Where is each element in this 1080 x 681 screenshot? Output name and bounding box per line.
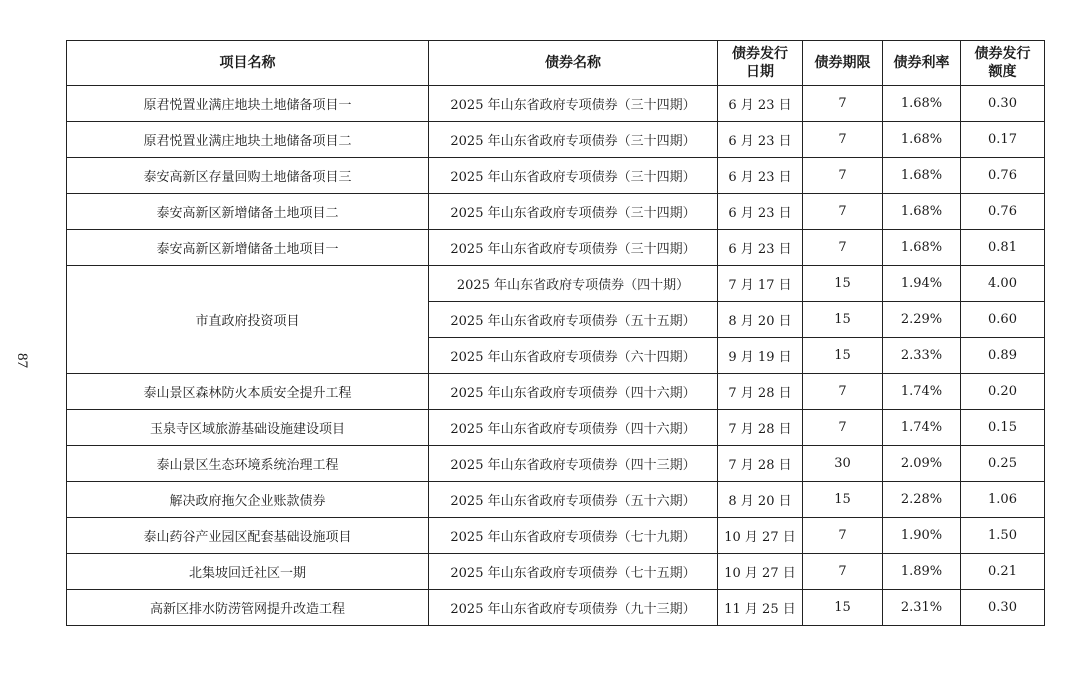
header-bond-name: 债券名称 bbox=[429, 41, 718, 86]
cell-date: 7 月 28 日 bbox=[718, 410, 803, 446]
cell-date: 7 月 28 日 bbox=[718, 446, 803, 482]
table-row bbox=[67, 122, 1045, 158]
cell-project: 泰山景区森林防火本质安全提升工程 bbox=[67, 374, 429, 410]
cell-date: 6 月 23 日 bbox=[718, 194, 803, 230]
table-row bbox=[67, 266, 1045, 302]
cell-rate: 1.74% bbox=[883, 410, 961, 446]
header-term: 债券期限 bbox=[803, 41, 883, 86]
cell-amount: 1.06 bbox=[961, 482, 1045, 518]
cell-date: 6 月 23 日 bbox=[718, 158, 803, 194]
cell-amount: 0.17 bbox=[961, 122, 1045, 158]
table-row bbox=[67, 554, 1045, 590]
cell-rate: 2.33% bbox=[883, 338, 961, 374]
cell-term: 15 bbox=[803, 338, 883, 374]
cell-amount: 4.00 bbox=[961, 266, 1045, 302]
cell-amount: 0.30 bbox=[961, 86, 1045, 122]
table-row bbox=[67, 518, 1045, 554]
table-row bbox=[67, 410, 1045, 446]
cell-bond: 2025 年山东省政府专项债券（四十六期） bbox=[429, 410, 718, 446]
cell-bond: 2025 年山东省政府专项债券（五十六期） bbox=[429, 482, 718, 518]
cell-bond: 2025 年山东省政府专项债券（五十五期） bbox=[429, 302, 718, 338]
header-rate: 债券利率 bbox=[883, 41, 961, 86]
cell-amount: 0.20 bbox=[961, 374, 1045, 410]
cell-bond: 2025 年山东省政府专项债券（七十九期） bbox=[429, 518, 718, 554]
cell-rate: 1.68% bbox=[883, 86, 961, 122]
cell-term: 7 bbox=[803, 374, 883, 410]
cell-project: 泰安高新区新增储备土地项目二 bbox=[67, 194, 429, 230]
cell-bond: 2025 年山东省政府专项债券（六十四期） bbox=[429, 338, 718, 374]
cell-rate: 1.68% bbox=[883, 194, 961, 230]
cell-term: 30 bbox=[803, 446, 883, 482]
cell-term: 7 bbox=[803, 410, 883, 446]
cell-amount: 1.50 bbox=[961, 518, 1045, 554]
cell-rate: 1.68% bbox=[883, 158, 961, 194]
cell-date: 7 月 28 日 bbox=[718, 374, 803, 410]
cell-project: 泰安高新区新增储备土地项目一 bbox=[67, 230, 429, 266]
table-row bbox=[67, 230, 1045, 266]
cell-rate: 1.94% bbox=[883, 266, 961, 302]
cell-date: 7 月 17 日 bbox=[718, 266, 803, 302]
cell-bond: 2025 年山东省政府专项债券（三十四期） bbox=[429, 86, 718, 122]
cell-rate: 2.28% bbox=[883, 482, 961, 518]
cell-term: 7 bbox=[803, 86, 883, 122]
cell-term: 15 bbox=[803, 266, 883, 302]
table-row bbox=[67, 590, 1045, 626]
cell-rate: 1.68% bbox=[883, 122, 961, 158]
cell-term: 7 bbox=[803, 122, 883, 158]
cell-term: 7 bbox=[803, 554, 883, 590]
cell-date: 11 月 25 日 bbox=[718, 590, 803, 626]
cell-bond: 2025 年山东省政府专项债券（四十期） bbox=[429, 266, 718, 302]
cell-amount: 0.76 bbox=[961, 158, 1045, 194]
cell-rate: 1.74% bbox=[883, 374, 961, 410]
cell-rate: 2.29% bbox=[883, 302, 961, 338]
cell-term: 15 bbox=[803, 482, 883, 518]
cell-bond: 2025 年山东省政府专项债券（四十六期） bbox=[429, 374, 718, 410]
cell-bond: 2025 年山东省政府专项债券（九十三期） bbox=[429, 590, 718, 626]
cell-date: 9 月 19 日 bbox=[718, 338, 803, 374]
header-issue-date: 债券发行日期 bbox=[718, 41, 803, 86]
cell-bond: 2025 年山东省政府专项债券（三十四期） bbox=[429, 230, 718, 266]
cell-project: 解决政府拖欠企业账款债券 bbox=[67, 482, 429, 518]
table-row bbox=[67, 194, 1045, 230]
cell-amount: 0.25 bbox=[961, 446, 1045, 482]
cell-project: 泰安高新区存量回购土地储备项目三 bbox=[67, 158, 429, 194]
header-project-name: 项目名称 bbox=[67, 41, 429, 86]
cell-term: 7 bbox=[803, 230, 883, 266]
cell-term: 7 bbox=[803, 158, 883, 194]
cell-date: 6 月 23 日 bbox=[718, 86, 803, 122]
table-header-row bbox=[67, 41, 1045, 86]
cell-term: 15 bbox=[803, 590, 883, 626]
cell-bond: 2025 年山东省政府专项债券（七十五期） bbox=[429, 554, 718, 590]
cell-rate: 1.68% bbox=[883, 230, 961, 266]
cell-date: 8 月 20 日 bbox=[718, 482, 803, 518]
cell-bond: 2025 年山东省政府专项债券（三十四期） bbox=[429, 122, 718, 158]
cell-project: 原君悦置业满庄地块土地储备项目二 bbox=[67, 122, 429, 158]
cell-project: 玉泉寺区域旅游基础设施建设项目 bbox=[67, 410, 429, 446]
page-number: 87 bbox=[14, 353, 30, 368]
cell-term: 7 bbox=[803, 518, 883, 554]
cell-project: 高新区排水防涝管网提升改造工程 bbox=[67, 590, 429, 626]
cell-rate: 2.31% bbox=[883, 590, 961, 626]
cell-bond: 2025 年山东省政府专项债券（三十四期） bbox=[429, 158, 718, 194]
cell-rate: 1.90% bbox=[883, 518, 961, 554]
cell-bond: 2025 年山东省政府专项债券（三十四期） bbox=[429, 194, 718, 230]
table-row bbox=[67, 446, 1045, 482]
table-row bbox=[67, 374, 1045, 410]
cell-amount: 0.21 bbox=[961, 554, 1045, 590]
cell-date: 6 月 23 日 bbox=[718, 122, 803, 158]
cell-project: 泰山景区生态环境系统治理工程 bbox=[67, 446, 429, 482]
cell-amount: 0.60 bbox=[961, 302, 1045, 338]
cell-project-merged: 市直政府投资项目 bbox=[67, 266, 429, 374]
table-row bbox=[67, 158, 1045, 194]
cell-amount: 0.89 bbox=[961, 338, 1045, 374]
cell-term: 15 bbox=[803, 302, 883, 338]
cell-rate: 2.09% bbox=[883, 446, 961, 482]
cell-project: 北集坡回迁社区一期 bbox=[67, 554, 429, 590]
cell-date: 10 月 27 日 bbox=[718, 554, 803, 590]
cell-bond: 2025 年山东省政府专项债券（四十三期） bbox=[429, 446, 718, 482]
cell-amount: 0.81 bbox=[961, 230, 1045, 266]
cell-project: 原君悦置业满庄地块土地储备项目一 bbox=[67, 86, 429, 122]
cell-amount: 0.30 bbox=[961, 590, 1045, 626]
cell-amount: 0.76 bbox=[961, 194, 1045, 230]
cell-date: 6 月 23 日 bbox=[718, 230, 803, 266]
cell-date: 10 月 27 日 bbox=[718, 518, 803, 554]
header-amount: 债券发行额度 bbox=[961, 41, 1045, 86]
table-row bbox=[67, 86, 1045, 122]
cell-rate: 1.89% bbox=[883, 554, 961, 590]
bond-issuance-table bbox=[66, 40, 1045, 626]
cell-date: 8 月 20 日 bbox=[718, 302, 803, 338]
cell-amount: 0.15 bbox=[961, 410, 1045, 446]
cell-term: 7 bbox=[803, 194, 883, 230]
cell-project: 泰山药谷产业园区配套基础设施项目 bbox=[67, 518, 429, 554]
table-row bbox=[67, 482, 1045, 518]
